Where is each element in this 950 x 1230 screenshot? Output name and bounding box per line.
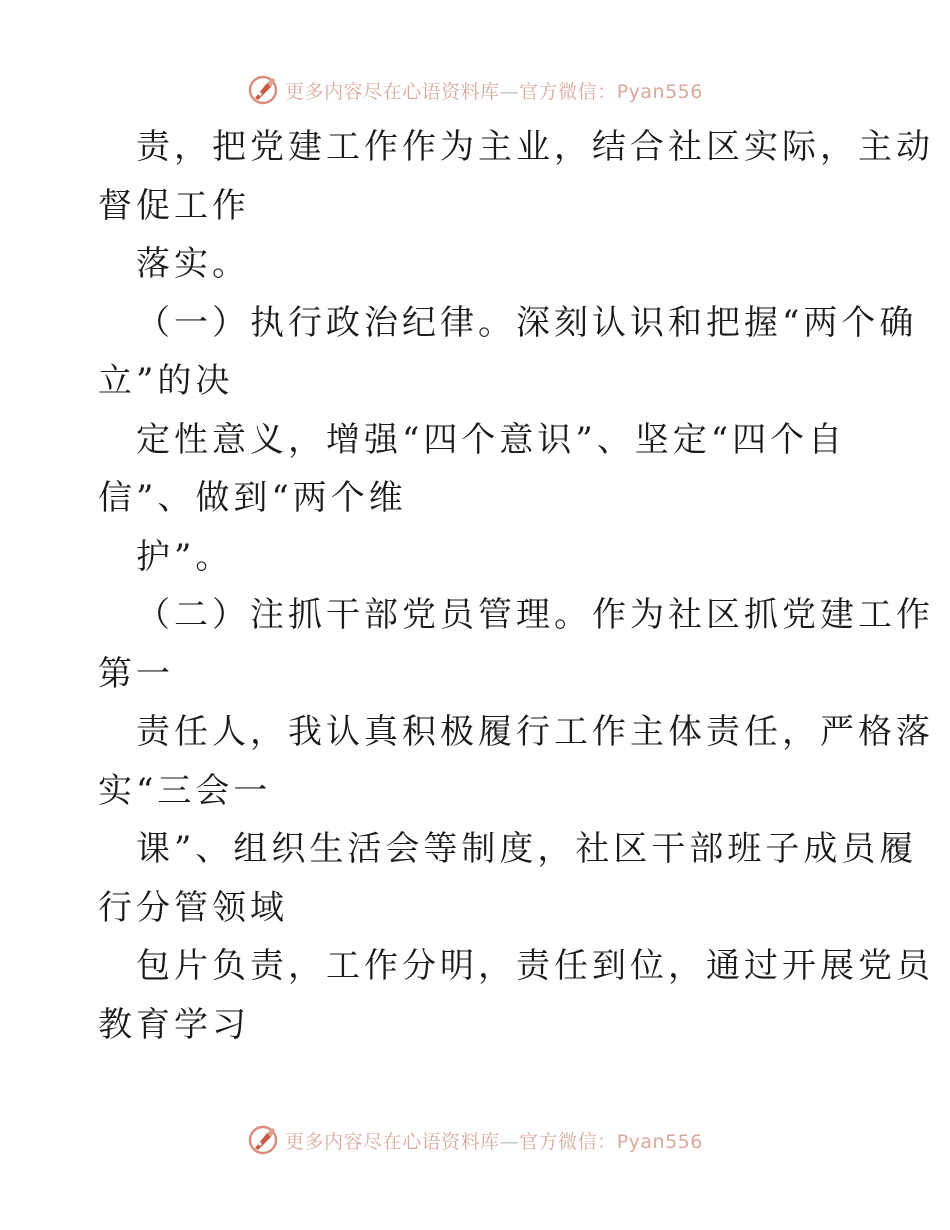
paragraph-line: 定性意义，增强“四个意识”、坚定“四个自 xyxy=(136,419,847,460)
paragraph-line: 课”、组织生活会等制度，社区干部班子成员履 xyxy=(136,829,918,869)
paragraph-line: 护”。 xyxy=(136,536,234,577)
paragraph-line: 责，把党建工作作为主业，结合社区实际，主动 xyxy=(136,127,934,167)
paragraph-line: 包片负责，工作分明，责任到位，通过开展党员 xyxy=(136,946,934,986)
document-body xyxy=(98,118,934,1054)
paragraph-line: 实“三会一 xyxy=(98,770,272,811)
paragraph-line: 立”的决 xyxy=(98,361,234,401)
paragraph-line: （一）执行政治纪律。深刻认识和把握“两个确 xyxy=(136,302,918,343)
paragraph-line: 落实。 xyxy=(136,244,250,284)
paragraph-line: 信”、做到“两个维 xyxy=(98,478,407,518)
header-watermark xyxy=(0,72,950,108)
paragraph-line: 督促工作 xyxy=(98,185,250,226)
watermark-text: 更多内容尽在心语资料库—官方微信：Pyan556 xyxy=(285,80,703,103)
pen-nib-circle-icon xyxy=(247,1124,279,1156)
pen-nib-circle-icon xyxy=(247,74,279,106)
paragraph-line: 教育学习 xyxy=(98,1004,250,1045)
paragraph-line: （二）注抓干部党员管理。作为社区抓党建工作 xyxy=(136,595,934,635)
watermark-text: 更多内容尽在心语资料库—官方微信：Pyan556 xyxy=(285,1130,703,1153)
paragraph-line: 第一 xyxy=(98,653,174,694)
paragraph-line: 责任人，我认真积极履行工作主体责任，严格落 xyxy=(136,712,934,752)
paragraph-line: 行分管领域 xyxy=(98,887,288,928)
footer-watermark xyxy=(0,1122,950,1158)
